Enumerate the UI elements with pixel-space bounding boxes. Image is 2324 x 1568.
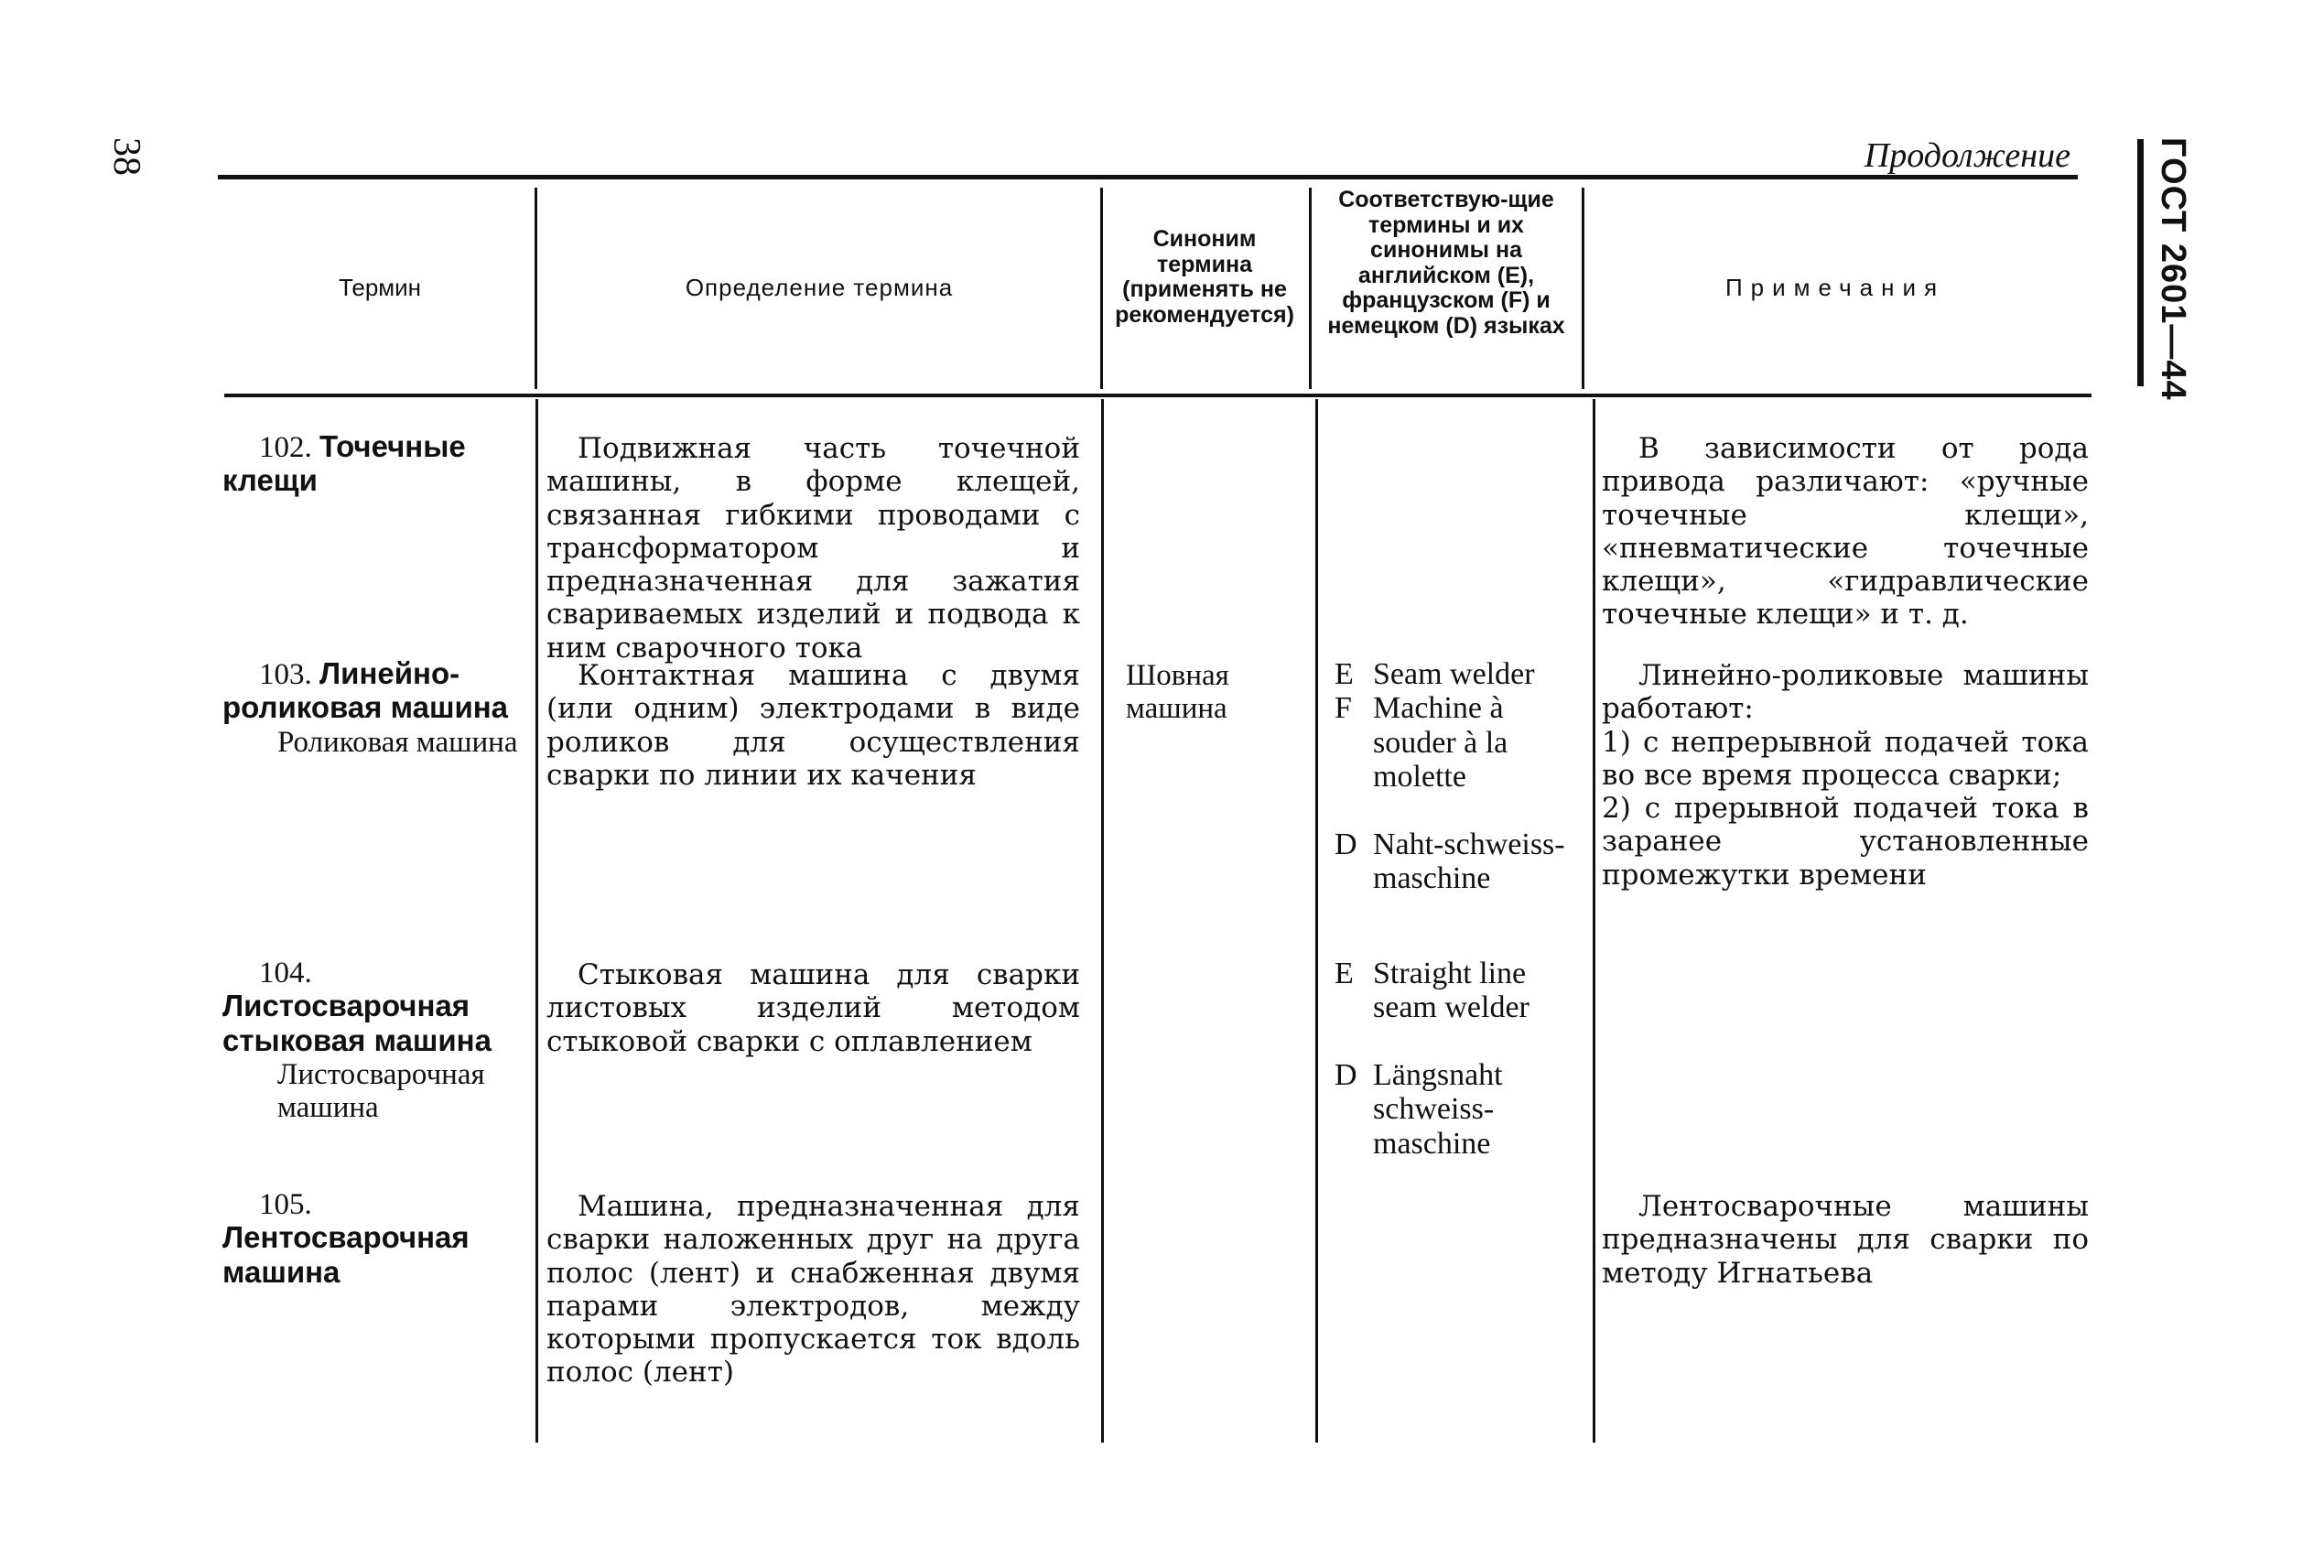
lang-code: E [1335,657,1354,691]
column-divider [535,399,538,1443]
note-cell [1602,432,2089,632]
table-top-rule [218,175,2078,179]
equivalent-entry [1335,657,1573,691]
definition-cell [546,1190,1080,1390]
definition-text: Машина, предназначенная для сварки наложенных друг на друга полос (лент) и снабженная двумя парами электродов, между которыми пропускается ток вдоль полос (лент) [546,1190,1080,1390]
note-item: 2) с прерывной подачей тока в заранее установленные промежутки времени [1602,792,2089,892]
definition-text: Контактная машина с двумя (или одним) электродами в виде роликов для осуществления сварки по линии их качения [546,659,1080,792]
continuation-label: Продолжение [1864,136,2070,175]
column-divider [1582,188,1584,389]
note-item: 1) с непрерывной подачей тока во все время процесса сварки; [1602,725,2089,792]
equivalent-entry [1335,691,1573,794]
header-synonym: Синоним термина (применять не рекомендуется) [1115,226,1294,328]
equivalents-cell [1335,957,1573,1194]
equivalent-term: Naht-schweiss-maschine [1373,827,1565,895]
lang-code: F [1335,691,1352,726]
column-divider [1593,399,1595,1443]
definition-cell [546,432,1080,665]
term-alt-name: Листосварочная машина [277,1057,485,1125]
equivalent-entry [1335,827,1573,896]
note-intro: Линейно-роликовые машины работают: [1602,659,2089,726]
equivalent-entry [1335,1058,1573,1161]
definition-cell [546,659,1080,792]
definition-text: Стыковая машина для сварки листовых изделий методом стыковой сварки с оплавлением [546,958,1080,1058]
standard-marker-bar [2137,139,2144,386]
synonym-cell: Шовная машина [1126,659,1229,726]
column-divider [1309,188,1312,389]
note-cell [1602,1190,2089,1290]
term-number: 104. [259,957,312,989]
term-cell [222,657,526,759]
term-cell [222,1188,526,1290]
lang-code: D [1335,827,1357,861]
note-text: В зависимости от рода привода различают: «ручные точечные клещи», «пневматические точечные клещи», «гидравлические точечные клещи» и т. д. [1602,432,2089,632]
column-divider [1100,188,1103,389]
equivalent-entry [1335,957,1573,1025]
note-text: Лентосварочные машины предназначены для сварки по методу Игнатьева [1602,1190,2089,1290]
term-name: Лентосварочная машина [222,1220,470,1289]
definition-cell [546,958,1080,1058]
lang-code: E [1335,957,1354,990]
column-divider [1315,399,1318,1443]
term-cell [222,430,526,499]
column-divider [535,188,537,389]
header-definition: Определение термина [685,273,954,301]
definition-text: Подвижная часть точечной машины, в форме клещей, связанная гибкими проводами с трансформатором и предназначенная для зажатия свариваемых изделий и подвода к ним сварочного тока [546,432,1080,665]
term-name: Линейно-роликовая машина [222,656,509,725]
equivalents-cell [1335,657,1573,928]
equivalent-term: Machine à souder à la molette [1373,691,1508,795]
term-alt-name: Роликовая машина [277,725,518,759]
page-number: 38 [105,137,147,176]
standard-label: ГОСТ 2601—44 [2154,137,2192,401]
equivalent-term: Seam welder [1373,657,1535,691]
equivalent-term: Längsnaht schweiss-maschine [1373,1057,1503,1161]
term-name: Листосварочная стыковая машина [222,989,492,1057]
header-term: Термин [338,273,422,301]
term-name: Точечные клещи [222,429,466,498]
column-divider [1101,399,1104,1443]
header-equivalents: Соответствую-щие термины и их синонимы на английском (E), французском (F) и немецком (D) языках [1327,187,1565,339]
header-bottom-rule [224,394,2092,397]
term-number: 105. [259,1188,312,1221]
term-number: 103. [259,658,312,691]
term-cell [222,957,526,1124]
header-notes: Примечания [1724,273,1946,301]
note-cell [1602,659,2089,892]
lang-code: D [1335,1057,1357,1092]
equivalent-term: Straight line seam welder [1373,957,1530,1025]
term-number: 102. [259,431,312,464]
